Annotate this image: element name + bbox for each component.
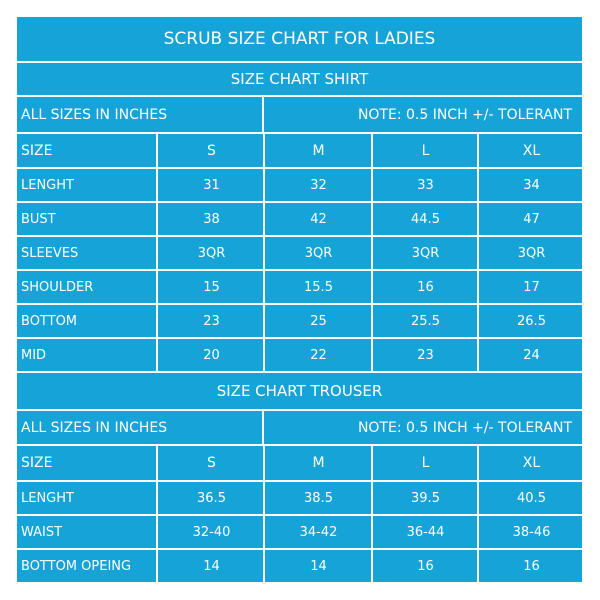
cell-value: 39.5 xyxy=(411,490,440,506)
cell-value: 3QR xyxy=(197,245,226,261)
cell-value: 16 xyxy=(523,558,540,574)
table-row xyxy=(17,305,582,339)
cell-value: 16 xyxy=(417,279,434,295)
cell-value: 17 xyxy=(523,279,540,295)
table-row xyxy=(17,550,582,582)
cell-value: 15 xyxy=(203,279,220,295)
cell-value: 31 xyxy=(203,177,220,193)
shirt-notes-row xyxy=(17,97,582,134)
row-label: MID xyxy=(21,347,47,363)
cell-value: 3QR xyxy=(517,245,546,261)
shirt-heading: SIZE CHART SHIRT xyxy=(230,70,369,88)
cell-value: 3QR xyxy=(304,245,333,261)
cell-value: 14 xyxy=(310,558,327,574)
shirt-col-s: S xyxy=(207,142,216,159)
table-row xyxy=(17,482,582,516)
row-label: WAIST xyxy=(21,524,63,540)
cell-value: 44.5 xyxy=(411,211,440,227)
table-row xyxy=(17,237,582,271)
table-row xyxy=(17,169,582,203)
cell-value: 24 xyxy=(523,347,540,363)
trouser-col-size: SIZE xyxy=(21,455,53,471)
row-label: LENGHT xyxy=(21,177,74,193)
table-row xyxy=(17,516,582,550)
cell-value: 38-46 xyxy=(512,524,551,540)
cell-value: 25.5 xyxy=(411,313,440,329)
cell-value: 3QR xyxy=(411,245,440,261)
row-label: BOTTOM OPEING xyxy=(21,558,132,574)
trouser-tolerance-note: NOTE: 0.5 INCH +/- TOLERANT xyxy=(357,419,572,436)
page-title: SCRUB SIZE CHART FOR LADIES xyxy=(163,29,436,49)
shirt-col-m: M xyxy=(312,142,325,159)
cell-value: 47 xyxy=(523,211,540,227)
cell-value: 20 xyxy=(203,347,220,363)
cell-value: 15.5 xyxy=(304,279,333,295)
cell-value: 32-40 xyxy=(192,524,231,540)
shirt-tolerance-note: NOTE: 0.5 INCH +/- TOLERANT xyxy=(357,106,572,123)
table-row xyxy=(17,203,582,237)
shirt-col-xl: XL xyxy=(522,142,541,159)
row-label: SLEEVES xyxy=(21,245,79,261)
cell-value: 32 xyxy=(310,177,327,193)
cell-value: 25 xyxy=(310,313,327,329)
cell-value: 22 xyxy=(310,347,327,363)
cell-value: 33 xyxy=(417,177,434,193)
trouser-heading-row xyxy=(17,373,582,411)
cell-value: 34-42 xyxy=(299,524,338,540)
table-row xyxy=(17,339,582,373)
shirt-col-size: SIZE xyxy=(21,142,53,159)
cell-value: 38.5 xyxy=(304,490,333,506)
cell-value: 36-44 xyxy=(406,524,445,540)
cell-value: 40.5 xyxy=(517,490,546,506)
cell-value: 14 xyxy=(203,558,220,574)
cell-value: 36.5 xyxy=(197,490,226,506)
row-label: SHOULDER xyxy=(21,279,94,295)
cell-value: 34 xyxy=(523,177,540,193)
trouser-header-row xyxy=(17,446,582,482)
cell-value: 23 xyxy=(203,313,220,329)
trouser-notes-row xyxy=(17,411,582,446)
size-chart-table xyxy=(15,15,584,584)
cell-value: 23 xyxy=(417,347,434,363)
table-row xyxy=(17,271,582,305)
shirt-header-row xyxy=(17,134,582,169)
trouser-col-s: S xyxy=(207,455,216,471)
row-label: LENGHT xyxy=(21,490,74,506)
trouser-units-note: ALL SIZES IN INCHES xyxy=(21,419,168,436)
cell-value: 26.5 xyxy=(517,313,546,329)
row-label: BUST xyxy=(21,211,56,227)
shirt-units-note: ALL SIZES IN INCHES xyxy=(21,106,168,123)
cell-value: 38 xyxy=(203,211,220,227)
shirt-col-l: L xyxy=(421,142,430,159)
trouser-col-l: L xyxy=(421,455,430,471)
row-label: BOTTOM xyxy=(21,313,78,329)
trouser-col-xl: XL xyxy=(522,455,541,471)
title-row xyxy=(17,17,582,63)
trouser-heading: SIZE CHART TROUSER xyxy=(216,382,383,400)
cell-value: 16 xyxy=(417,558,434,574)
cell-value: 42 xyxy=(310,211,327,227)
shirt-heading-row xyxy=(17,63,582,97)
trouser-col-m: M xyxy=(312,455,325,471)
